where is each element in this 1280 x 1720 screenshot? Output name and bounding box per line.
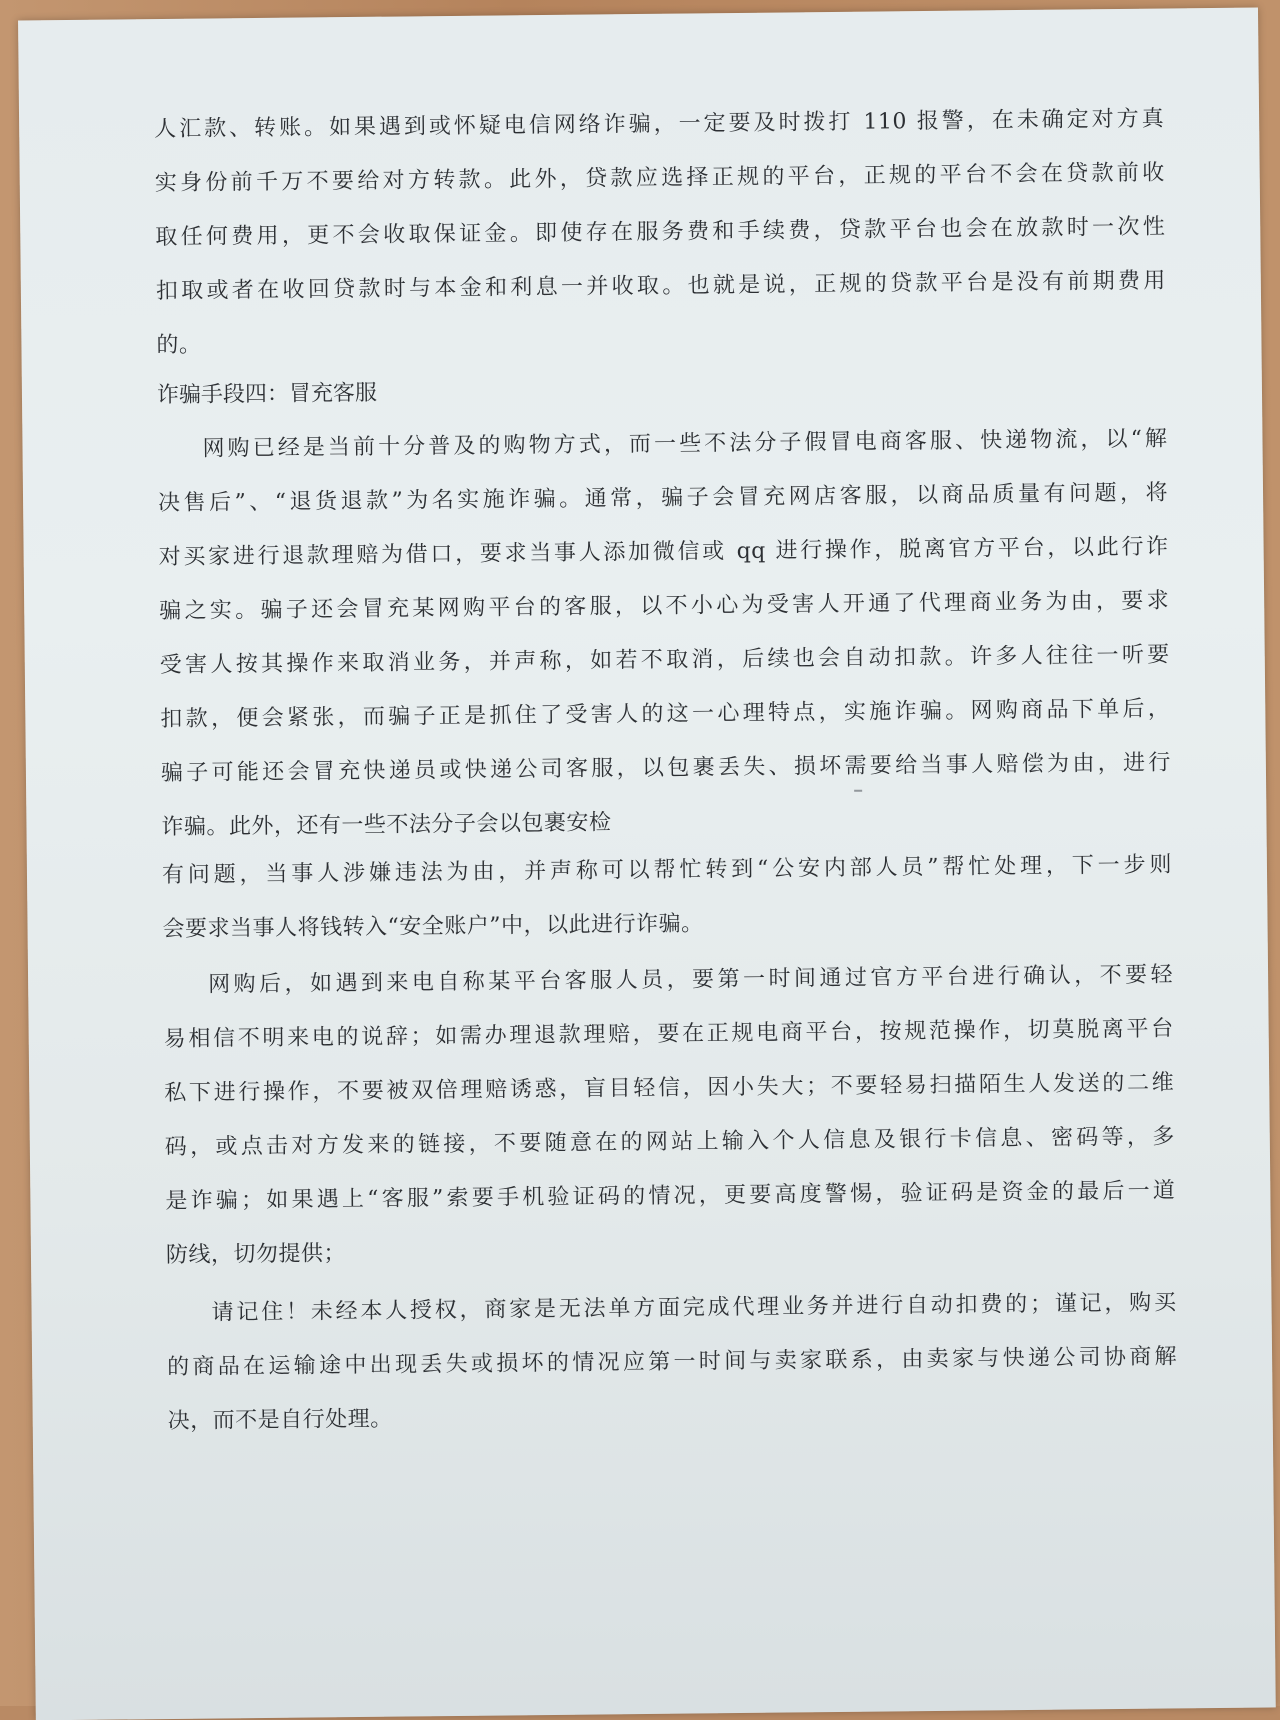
text-line: 扣取或者在收回贷款时与本金和利息一并收取。也就是说，正规的贷款平台是没有前期费用 (155, 268, 1166, 305)
paper-speck (854, 790, 862, 792)
text-line: 私下进行操作，不要被双倍理赔诱惑，盲目轻信，因小失大；不要轻易扫描陌生人发送的二维 (164, 1070, 1175, 1107)
text-line: 受害人按其操作来取消业务，并声称，如若不取消，后续也会自动扣款。许多人往往一听要 (159, 642, 1170, 679)
text-line: 网购已经是当前十分普及的购物方式，而一些不法分子假冒电商客服、快递物流，以“解 (202, 426, 1168, 462)
text-line: 对买家进行退款理赔为借口，要求当事人添加微信或 qq 进行操作，脱离官方平台，以此行诈 (158, 534, 1169, 571)
text-line: 的。 (156, 332, 202, 359)
text-line: 会要求当事人将钱转入“安全账户”中，以此进行诈骗。 (162, 911, 704, 943)
text-line: 诈骗。此外，还有一些不法分子会以包裹安检 (161, 810, 612, 841)
section-heading: 诈骗手段四：冒充客服 (156, 380, 378, 409)
text-line: 决，而不是自行处理。 (167, 1406, 393, 1435)
text-line: 骗子可能还会冒充快递员或快递公司客服，以包裹丢失、损坏需要给当事人赔偿为由，进行 (160, 750, 1172, 787)
text-line: 的商品在运输途中出现丢失或损坏的情况应第一时间与卖家联系，由卖家与快递公司协商解 (167, 1344, 1178, 1381)
text-line: 是诈骗；如果遇上“客服”索要手机验证码的情况，更要高度警惕，验证码是资金的最后一道 (165, 1178, 1176, 1215)
text-line: 防线，切勿提供； (165, 1241, 347, 1269)
text-line: 码，或点击对方发来的链接，不要随意在的网站上输入个人信息及银行卡信息、密码等，多 (164, 1124, 1175, 1161)
text-line: 扣款，便会紧张，而骗子正是抓住了受害人的这一心理特点，实施诈骗。网购商品下单后， (160, 696, 1171, 733)
text-line: 决售后”、“退货退款”为名实施诈骗。通常，骗子会冒充网店客服，以商品质量有问题，将 (157, 480, 1169, 517)
text-line: 人汇款、转账。如果遇到或怀疑电信网络诈骗，一定要及时拨打 110 报警，在未确定对方真 (154, 106, 1165, 143)
text-line: 网购后，如遇到来电自称某平台客服人员，要第一时间通过官方平台进行确认，不要轻 (208, 962, 1174, 998)
text-line: 取任何费用，更不会收取保证金。即使存在服务费和手续费，贷款平台也会在放款时一次性 (155, 214, 1166, 251)
text-line: 有问题，当事人涉嫌违法为由，并声称可以帮忙转到“公安内部人员”帮忙处理，下一步则 (161, 852, 1173, 889)
text-line: 请记住！未经本人授权，商家是无法单方面完成代理业务并进行自动扣费的；谨记，购买 (211, 1290, 1177, 1326)
text-line: 骗之实。骗子还会冒充某网购平台的客服，以不小心为受害人开通了代理商业务为由，要求 (159, 588, 1170, 625)
text-line: 实身份前千万不要给对方转款。此外，贷款应选择正规的平台，正规的平台不会在贷款前收 (154, 160, 1165, 197)
paper-sheet (18, 8, 1276, 1720)
text-line: 易相信不明来电的说辞；如需办理退款理赔，要在正规电商平台，按规范操作，切莫脱离平台 (163, 1016, 1174, 1053)
